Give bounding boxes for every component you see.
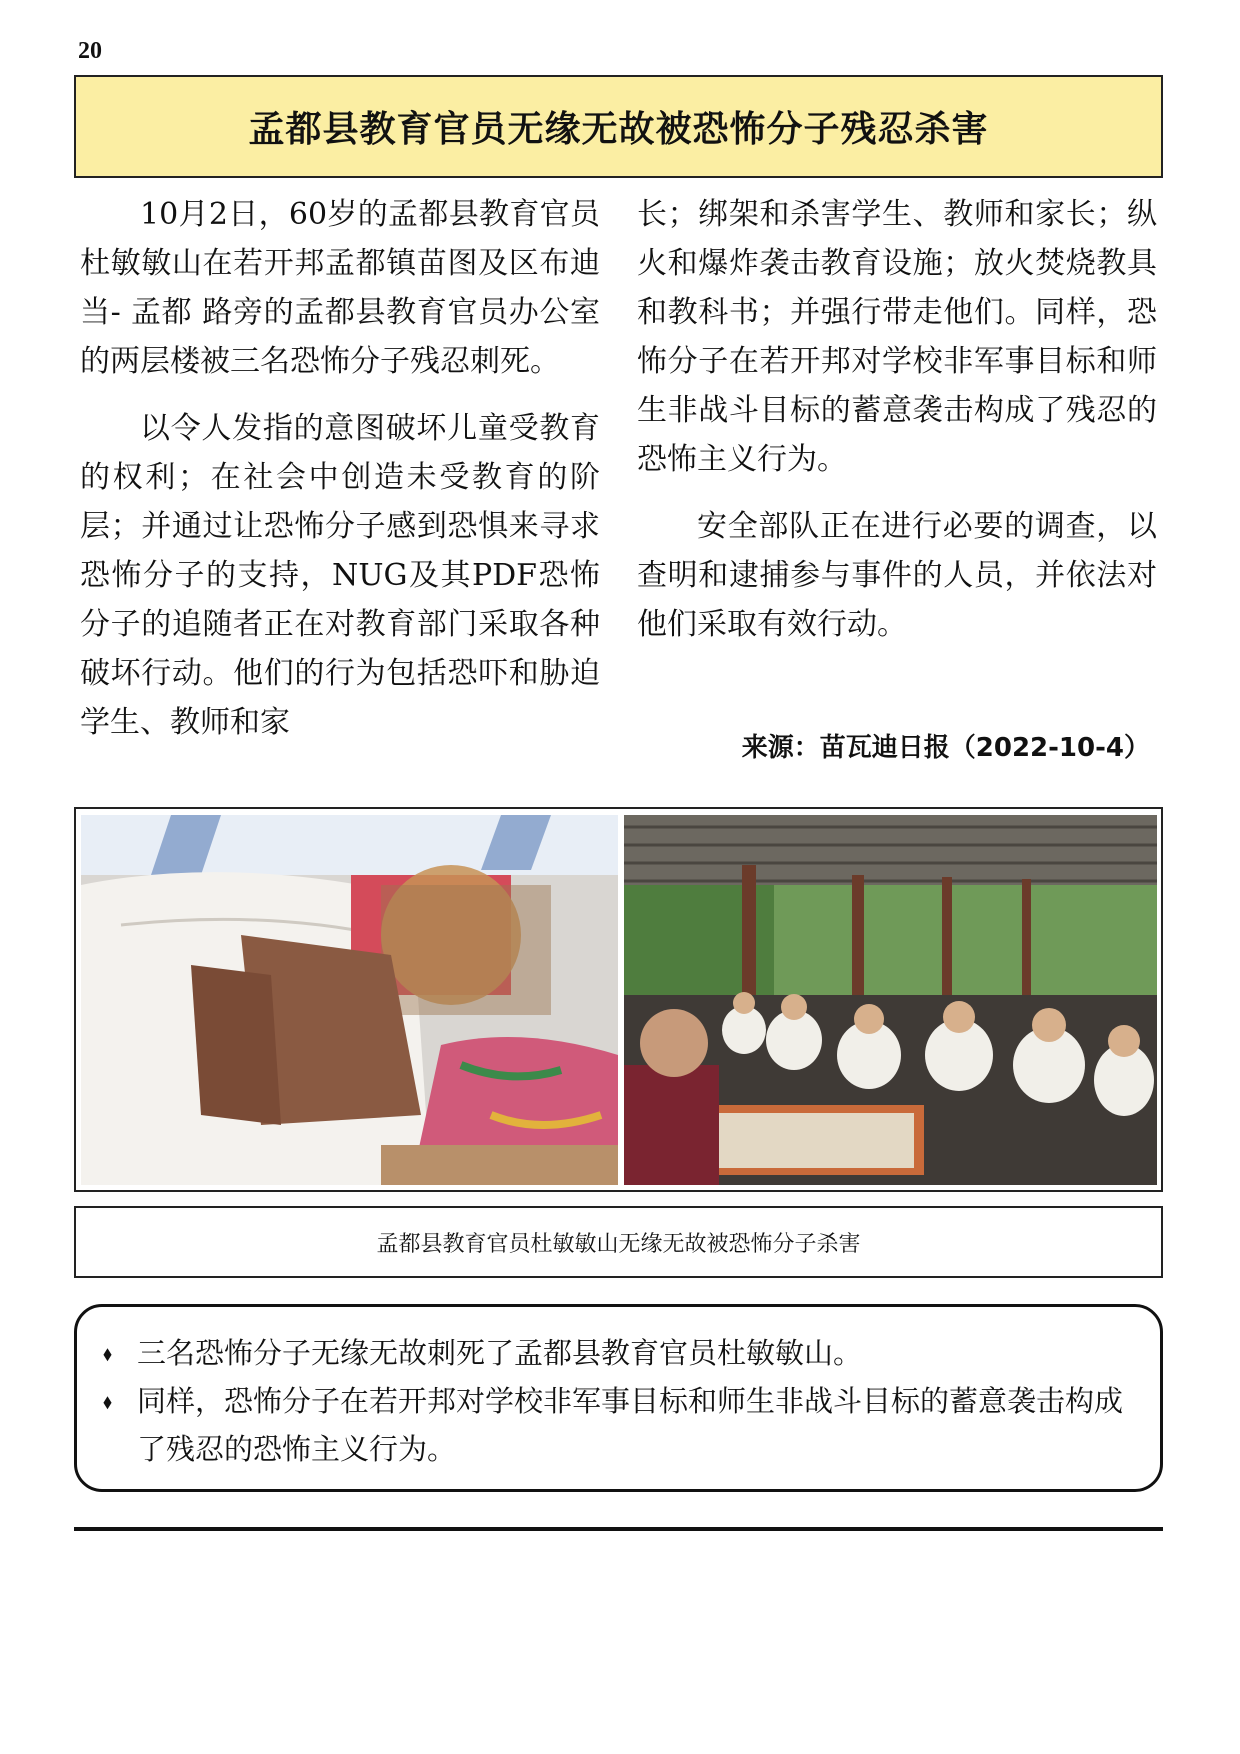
bottom-divider xyxy=(74,1527,1163,1531)
summary-text: 同样，恐怖分子在若开邦对学校非军事目标和师生非战斗目标的蓄意袭击构成了残忍的恐怖主义行为。 xyxy=(137,1384,1124,1466)
photo-caption: 孟都县教育官员杜敏敏山无缘无故被恐怖分子杀害 xyxy=(74,1206,1163,1278)
summary-item xyxy=(97,1329,1140,1377)
article-title: 孟都县教育官员无缘无故被恐怖分子残忍杀害 xyxy=(248,109,989,150)
bullet-icon: ⬧ xyxy=(103,1341,112,1365)
photo-panel xyxy=(74,807,1163,1192)
article-right-column xyxy=(637,190,1157,667)
bullet-icon: ⬧ xyxy=(103,1389,112,1413)
article-paragraph: 10月2日，60岁的孟都县教育官员杜敏敏山在若开邦孟都镇苗图及区布迪当- 孟都 路旁的孟都县教育官员办公室的两层楼被三名恐怖分子残忍刺死。 xyxy=(80,197,600,379)
article-source: 来源：苗瓦迪日报（2022-10-4） xyxy=(741,733,1150,763)
photo-victim xyxy=(81,815,618,1185)
title-banner xyxy=(74,75,1163,178)
article-left-column xyxy=(80,190,600,765)
article-paragraph: 安全部队正在进行必要的调查，以查明和逮捕参与事件的人员，并依法对他们采取有效行动。 xyxy=(637,509,1157,642)
photo-funeral-gathering xyxy=(624,815,1157,1185)
article-paragraph-continued: 长；绑架和杀害学生、教师和家长；纵火和爆炸袭击教育设施；放火焚烧教具和教科书；并强行带走他们。同样，恐怖分子在若开邦对学校非军事目标和师生非战斗目标的蓄意袭击构成了残忍的恐怖主义行为。 xyxy=(637,197,1157,477)
photo-victim-illustration xyxy=(81,815,618,1185)
page-number: 20 xyxy=(78,38,102,64)
article-paragraph: 以令人发指的意图破坏儿童受教育的权利；在社会中创造未受教育的阶层；并通过让恐怖分子感到恐惧来寻求恐怖分子的支持，NUG及其PDF恐怖分子的追随者正在对教育部门采取各种破坏行动。他们的行为包括恐吓和胁迫学生、教师和家 xyxy=(80,411,600,740)
summary-box xyxy=(74,1304,1163,1492)
summary-item xyxy=(97,1377,1140,1473)
summary-text: 三名恐怖分子无缘无故刺死了孟都县教育官员杜敏敏山。 xyxy=(137,1336,863,1370)
photo-funeral-illustration xyxy=(624,815,1157,1185)
summary-list xyxy=(97,1329,1140,1473)
